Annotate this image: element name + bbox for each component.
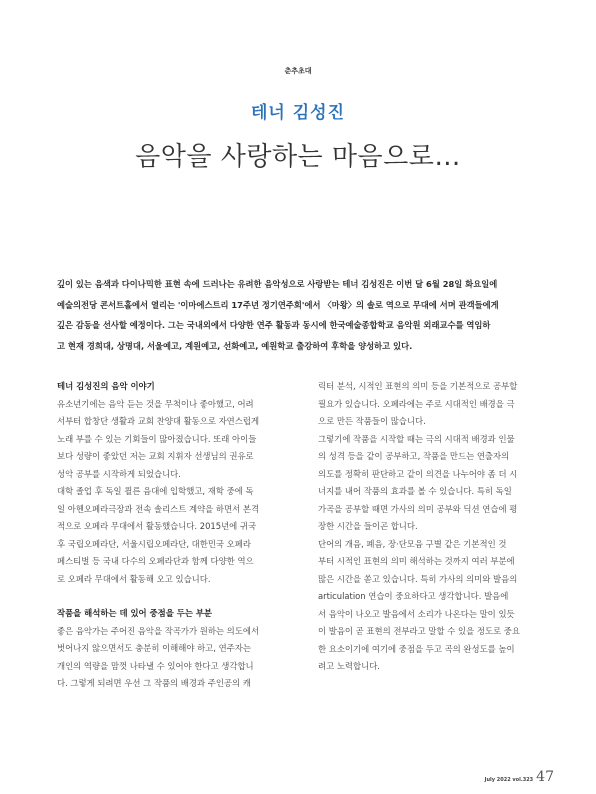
text-line: 릭터 분석, 시적인 표현의 의미 등을 기본적으로 공부할: [318, 381, 518, 391]
text-line: 성악 공부를 시작하게 되었습니다.: [57, 468, 181, 479]
paragraph: [318, 431, 562, 536]
text-line: 가곡을 공부할 때면 가사의 의미 공부와 딕션 연습에 평: [318, 503, 518, 514]
text-line: 로 오페라 무대에서 활동해 오고 있습니다.: [57, 573, 211, 584]
paragraph: [318, 378, 562, 431]
text-line: 그렇기에 작품을 시작할 때는 극의 시대적 배경과 인물: [318, 433, 515, 444]
page-footer: [485, 769, 554, 785]
lead-line: 깊이 있는 음색과 다이나믹한 표현 속에 드러나는 유려한 음악성으로 사랑받는 테너 김성진은 이번 달 6월 28일 화요일에: [57, 279, 498, 289]
right-column: [318, 378, 562, 676]
issue-label: July 2022 vol.323: [484, 777, 534, 783]
text-line: 서 음악이 나오고 발음에서 소리가 나온다는 말이 있듯: [318, 608, 515, 619]
left-column: [57, 378, 301, 693]
text-line: 페스티벌 등 국내 다수의 오페라단과 함께 다양한 역으: [57, 556, 254, 566]
text-line: 의 성격 등을 같이 공부하고, 작품을 만드는 연출자의: [318, 451, 510, 461]
text-line: 부터 시적인 표현의 의미 해석하는 것까지 여러 부분에: [318, 556, 515, 566]
text-line: 려고 노력합니다.: [318, 661, 380, 671]
text-line: 단어의 개음, 폐음, 장·단모음 구별 같은 기본적인 것: [318, 538, 507, 549]
paragraph: [318, 536, 562, 676]
article-title: 음악을 사랑하는 마음으로…: [135, 142, 461, 172]
section-heading-interpretation: 작품을 해석하는 데 있어 중점을 두는 부분: [57, 608, 213, 618]
text-line: 후 국립오페라단, 서울시립오페라단, 대한민국 오페라: [57, 538, 251, 549]
spacer: [57, 588, 301, 605]
lead-line: 깊은 감동을 선사할 예정이다. 그는 국내외에서 다양한 연주 활동과 동시에 한국예술종합학교 음악원 외래교수를 역임하: [57, 320, 491, 330]
text-line: 많은 시간을 쏟고 있습니다. 특히 가사의 의미와 발음의: [318, 573, 518, 584]
lead-line: 예술의전당 콘서트홀에서 열리는 '이마에스트리 17주년 정기연주회'에서 〈마왕〉의 솔로 역으로 무대에 서며 관객들에게: [57, 299, 499, 310]
text-line: 너지를 내어 작품의 효과를 볼 수 있습니다. 특히 독일: [318, 486, 512, 496]
text-line: 개인의 역량을 맘껏 나타낼 수 있어야 한다고 생각합니: [57, 660, 254, 671]
paragraph: [57, 396, 301, 484]
text-line: 장한 시간을 들이곤 합니다.: [318, 521, 418, 531]
text-line: 좋은 음악가는 주어진 음악을 작곡가가 원하는 의도에서: [57, 625, 260, 636]
text-line: 한 요소이기에 여기에 중점을 두고 곡의 완성도를 높이: [318, 643, 515, 654]
text-line: 적으로 오페라 무대에서 활동했습니다. 2015년에 귀국: [57, 521, 257, 531]
text-line: 서부터 합창단 생활과 교회 찬양대 활동으로 자연스럽게: [57, 416, 260, 426]
text-line: 다. 그렇게 되려면 우선 그 작품의 배경과 주인공의 캐: [57, 678, 251, 688]
text-line: 필요가 있습니다. 오페라에는 주로 시대적인 배경을 극: [318, 398, 515, 409]
text-line: 으로 만든 작품들이 많습니다.: [318, 416, 426, 426]
text-line: 대학 졸업 후 독일 쾰른 음대에 입학했고, 재학 중에 독: [57, 486, 254, 496]
text-line: articulation 연습이 중요하다고 생각합니다. 발음에: [318, 591, 509, 601]
lead-line: 고 현재 경희대, 상명대, 서울예고, 계원예고, 선화예고, 예원학교 출강하여 후학을 양성하고 있다.: [57, 340, 413, 351]
section-heading-music-story: 테너 김성진의 음악 이야기: [57, 381, 155, 391]
text-line: 보다 성량이 좋았던 저는 교회 지휘자 선생님의 권유로: [57, 451, 254, 461]
text-line: 벗어나지 않으면서도 충분히 이해해야 하고, 연주자는: [57, 643, 251, 653]
text-line: 노래 부를 수 있는 기회들이 많아졌습니다. 또래 아이들: [57, 433, 257, 444]
text-line: 유소년기에는 음악 듣는 것을 무척이나 좋아했고, 어려: [57, 398, 254, 409]
text-line: 의도를 정확히 판단하고 같이 의견을 나누어야 좀 더 시: [318, 468, 518, 479]
lead-paragraph: [57, 274, 567, 356]
paragraph: [57, 623, 301, 693]
text-line: 일 아헨오페라극장과 전속 솔리스트 계약을 하면서 본격: [57, 503, 260, 514]
text-line: 이 발음이 곧 표현의 전부라고 말할 수 있을 정도로 중요: [318, 626, 520, 636]
article-subtitle: 테너 김성진: [250, 103, 346, 123]
page-number: 47: [536, 769, 554, 785]
paragraph: [57, 483, 301, 588]
section-label: 춘추초대: [284, 67, 312, 75]
